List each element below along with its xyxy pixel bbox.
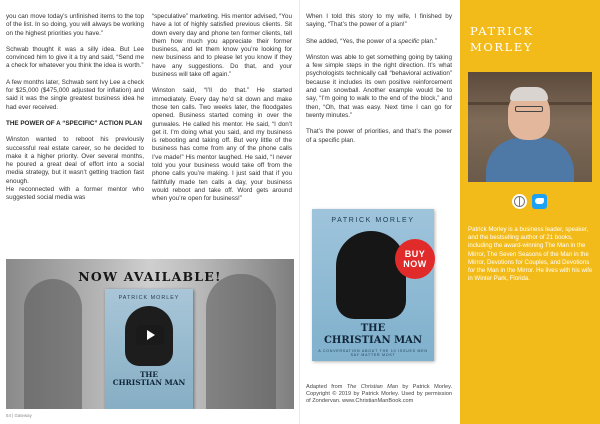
buy-now-badge[interactable] (395, 239, 435, 279)
video-background-figure (24, 279, 82, 409)
author-sidebar (460, 0, 600, 424)
paragraph: When I told this story to my wife, I finished by saying, “That’s the power of a plan!” (306, 13, 452, 29)
author-name-line: PATRICK (470, 24, 534, 38)
globe-icon[interactable] (512, 194, 527, 209)
paragraph: A few months later, Schwab sent Ivy Lee a check for $25,000 ($475,000 adjusted for inflation) and said it was the single greatest business idea he had ever received. (6, 78, 144, 111)
credit-note (306, 384, 452, 406)
book-title-line: THE (360, 323, 386, 334)
paragraph: Winston wanted to reboot his previously successful real estate career, so he decided to make it a higher priority. Over several months, he poured a great deal of effort into a social media strategy, but it wasn’t getting traction fast enough. (6, 136, 144, 185)
text-run: Adapted from (306, 384, 347, 390)
social-icons (512, 194, 552, 210)
paragraph: “speculative” marketing. His mentor advised, “You have a lot of highly satisfied previous clients. Sit down every day and phone ten former clients, tell them how much you appreciate their former business, and let them know you’re looking for new business and to please let you know if they have any suggestions. Do that, and your business will take off again.” (152, 13, 292, 79)
author-bio: Patrick Morley is a business leader, speaker, and the bestselling author of 21 books, including the award-winning The Man in the Mirror, The Seven Seasons of the Man in the Mirror, Devotions for Couples, and Devotions for the Man in the Mirror. He lives with his wife in Winter Park, Florida. (468, 226, 593, 283)
glasses-shape (515, 106, 543, 112)
book-title-line: THE (139, 370, 159, 379)
text-run: She added, “Yes, the power of a (306, 37, 399, 45)
paragraph: Winston said, “I’ll do that.” He started immediately. Every day he’d sit down and make those ten calls. Two weeks later, the floodgates opened. Business started coming in over the gunwales. He called his mentor. He said, “I don’t get it. I’m doing what you said, and my business is rebooting and taking off. But very little of the business has come from any of the phone calls I’ve made!” His mentor laughed. He said, “I never told you your business would take off from the phone calls you’re making. I just said that if you faithfully made ten calls a day, your business would reboot and take off. Word gets around when you’re open for business!” (152, 87, 292, 203)
video-player[interactable] (6, 259, 294, 409)
paragraph: He reconnected with a former mentor who suggested social media was (6, 186, 144, 202)
play-icon[interactable] (136, 325, 164, 345)
right-page (300, 0, 600, 424)
paragraph: you can move today’s unfinished items to the top of the list. In so doing, you will always be working on the highest priorities you have.” (6, 13, 144, 37)
book-title-line: CHRISTIAN MAN (323, 334, 423, 346)
book-subtitle: A CONVERSATION ABOUT THE 10 ISSUES MEN SAY MATTER MOST (318, 349, 428, 358)
page-folio: 54 | Gateway (6, 413, 32, 418)
article-column-3 (306, 13, 452, 153)
badge-line: BUY (404, 249, 426, 259)
author-name (470, 23, 594, 55)
text-run: plan.” (419, 37, 437, 45)
book-title-line: CHRISTIAN MAN (112, 378, 186, 388)
video-background-figure (206, 274, 276, 409)
article-column-2 (152, 13, 292, 212)
book-ad-cover[interactable] (312, 209, 434, 361)
author-hair-shape (510, 87, 548, 101)
book-title (312, 323, 434, 346)
paragraph: Schwab thought it was a silly idea. But Lee convinced him to give it a try and said, “Send me a check for whatever you think the idea is worth.” (6, 45, 144, 70)
book-title (105, 371, 193, 388)
head-silhouette-icon (336, 231, 406, 319)
article-column-1 (6, 13, 144, 211)
video-book-cover (105, 289, 193, 409)
book-author: PATRICK MORLEY (331, 217, 415, 224)
emphasis-text: specific (398, 37, 420, 45)
author-shirt-shape (486, 138, 574, 182)
book-author: PATRICK MORLEY (118, 295, 180, 301)
author-name-line: MORLEY (470, 40, 534, 54)
emphasis-text: The Christian Man (346, 384, 399, 390)
paragraph (306, 38, 452, 46)
video-title: NOW AVAILABLE! (78, 269, 222, 284)
text-run: by Patrick Morley. Copyright © 2019 by Patrick Morley. Used by permission of Zondervan. www.ChristianManBook.com (306, 384, 453, 405)
author-photo (468, 72, 592, 182)
badge-line: NOW (403, 259, 427, 269)
paragraph: Winston was able to get something going by taking a few simple steps in the right direction. It’s what psychologists technically call “behavioral activation” because it includes its own positive reinforcement and can snowball. Another example would be to say, “I’m going to walk to the end of the block,” and then, “Oh, that was easy. Next time I can go for twenty minutes.” (306, 53, 452, 119)
paragraph: That’s the power of priorities, and that’s the power of a specific plan. (306, 128, 452, 144)
section-heading: THE POWER OF A “SPECIFIC” ACTION PLAN (6, 119, 143, 127)
twitter-icon[interactable] (532, 194, 547, 209)
